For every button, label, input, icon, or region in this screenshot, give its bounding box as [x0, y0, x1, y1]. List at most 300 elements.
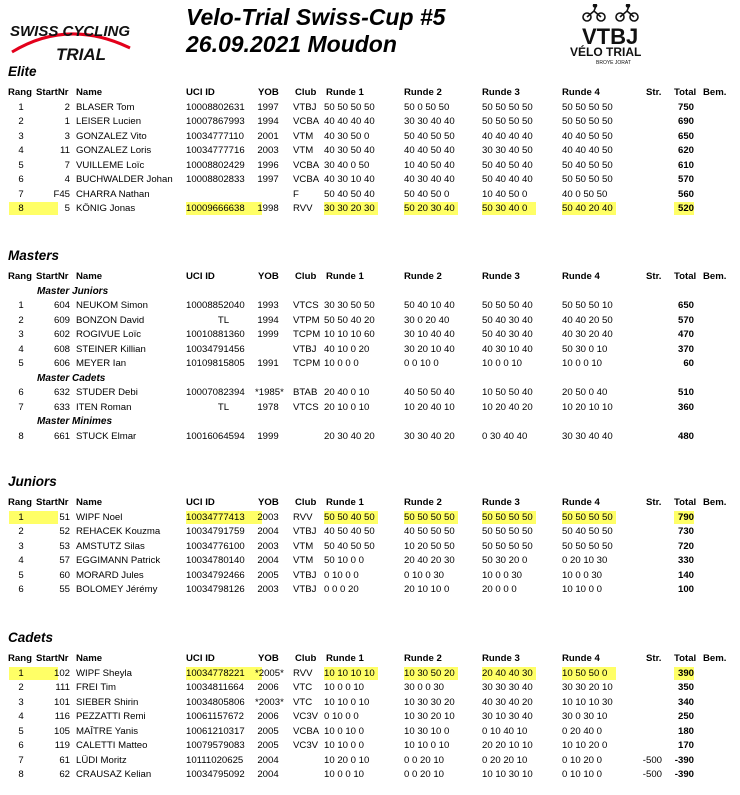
- cell-r4: 20 50 0 40: [562, 387, 608, 398]
- cell-total: 650: [677, 130, 694, 142]
- cell-club: VTM: [293, 130, 314, 142]
- cell-r3: 50 40 50 40: [482, 159, 533, 171]
- cell-r1: 50 50 40 50: [324, 511, 375, 523]
- cell-total: 620: [677, 145, 694, 156]
- cell-total: 690: [677, 116, 694, 127]
- cell-snr: 116: [54, 711, 70, 722]
- cell-club: RVV: [293, 203, 313, 214]
- cell-r1: 0 10 0 0: [324, 569, 359, 581]
- column-header-yob: YOB: [258, 653, 279, 664]
- cell-r3: 20 0 0 0: [482, 584, 517, 595]
- cell-club: VCBA: [293, 116, 320, 127]
- cell-r4: 10 20 10 10: [562, 401, 613, 413]
- section-title: Cadets: [8, 630, 54, 645]
- cell-r2: 40 50 50 40: [404, 387, 455, 398]
- table-row: [0, 725, 740, 738]
- cell-r2: 10 30 50 20: [404, 667, 455, 679]
- table-row: [0, 430, 740, 443]
- cell-uci: TL: [217, 314, 230, 326]
- cell-r3: 10 0 0 30: [482, 569, 523, 581]
- cell-r3: 40 30 10 40: [482, 343, 533, 355]
- cell-r2: 10 20 40 10: [404, 401, 455, 413]
- cell-r4: 40 40 40 50: [562, 145, 613, 156]
- cell-total: 480: [677, 430, 694, 442]
- cell-total: 60: [683, 358, 694, 369]
- cell-snr: 60: [59, 569, 70, 581]
- cell-yob: 2006: [257, 711, 279, 722]
- cell-name: NEUKOM Simon: [76, 300, 148, 311]
- column-header-rang: Rang: [8, 271, 32, 282]
- cell-r4: 50 50 50 50: [562, 101, 613, 113]
- cell-club: VTC: [293, 682, 313, 693]
- cell-r3: 50 40 30 40: [482, 314, 533, 326]
- cell-r4: 0 20 10 30: [562, 555, 608, 566]
- cell-yob: 2005: [257, 569, 279, 581]
- cell-r2: 40 50 50 50: [404, 526, 455, 537]
- cell-total: 370: [677, 343, 694, 355]
- cell-rang: 6: [18, 174, 24, 185]
- table-row: [0, 159, 740, 172]
- column-header-club: Club: [295, 653, 317, 664]
- cell-snr: 3: [64, 130, 70, 142]
- cell-snr: 57: [59, 555, 70, 566]
- cell-uci: 10007082394: [186, 387, 245, 398]
- section-title: Masters: [8, 248, 60, 263]
- cell-rang: 3: [18, 329, 24, 340]
- cell-r3: 20 40 40 30: [482, 667, 533, 679]
- swiss-cycling-trial-logo: [8, 8, 133, 62]
- cell-total: 570: [677, 314, 694, 326]
- cell-r3: 40 40 40 40: [482, 130, 533, 142]
- cell-name: CHARRA Nathan: [76, 188, 150, 200]
- cell-total: 180: [677, 725, 694, 737]
- cell-rang: 7: [18, 188, 24, 200]
- cell-club: VTM: [293, 540, 314, 552]
- cell-name: BONZON David: [76, 314, 145, 326]
- cell-yob: 2004: [257, 769, 279, 780]
- cell-yob: 1993: [257, 300, 279, 311]
- column-header-bem: Bem.: [703, 271, 727, 282]
- cell-rang: 7: [18, 754, 24, 766]
- cell-r1: 50 40 50 50: [324, 540, 375, 552]
- column-header-r1: Runde 1: [326, 653, 364, 664]
- column-header-club: Club: [295, 497, 317, 508]
- cell-yob: 2005: [257, 740, 279, 751]
- group-title: Master Cadets: [37, 372, 106, 384]
- column-header-r2: Runde 2: [404, 653, 442, 664]
- cell-rang: 6: [18, 387, 24, 398]
- cell-uci: 10034777413: [186, 511, 245, 523]
- cell-r1: 0 10 0 0: [324, 711, 359, 722]
- cell-r3: 50 30 40 0: [482, 203, 528, 214]
- cell-r1: 10 0 0 10: [324, 769, 365, 780]
- cell-uci: 10034795092: [186, 769, 245, 780]
- cell-r2: 30 30 40 40: [404, 116, 455, 127]
- cell-r4: 50 50 50 50: [562, 116, 613, 127]
- cell-rang: 4: [18, 555, 24, 566]
- cell-rang: 8: [18, 203, 24, 214]
- cell-r4: 10 50 50 0: [562, 667, 608, 679]
- cell-club: TCPM: [293, 329, 321, 340]
- cell-total: 720: [677, 540, 694, 552]
- table-row: [0, 569, 740, 582]
- cell-club: VTM: [293, 555, 314, 566]
- cell-snr: 5: [64, 203, 70, 214]
- cell-club: RVV: [293, 667, 313, 679]
- cell-yob: *1985*: [255, 387, 284, 398]
- bike-rider-icon-2: [616, 4, 638, 21]
- cell-snr: 101: [53, 696, 70, 708]
- cell-uci: 10008802833: [186, 174, 245, 185]
- cell-r3: 50 40 30 40: [482, 329, 533, 340]
- table-row: [0, 202, 740, 215]
- cell-r2: 50 40 50 0: [404, 188, 450, 200]
- cell-r1: 20 10 0 10: [324, 401, 370, 413]
- cell-total: 330: [677, 555, 694, 566]
- cell-uci: 10034805806: [186, 696, 245, 708]
- cell-name: PEZZATTI Remi: [76, 711, 146, 722]
- cell-name: GONZALEZ Vito: [76, 130, 147, 142]
- cell-yob: 2003: [257, 540, 279, 552]
- cell-snr: 61: [59, 754, 70, 766]
- cell-snr: 119: [54, 740, 70, 751]
- cell-uci: 10034798126: [186, 584, 245, 595]
- cell-uci: 10008802631: [186, 101, 245, 113]
- cell-snr: 633: [53, 401, 70, 413]
- cell-r3: 50 50 50 40: [482, 300, 533, 311]
- cell-r1: 20 30 40 20: [324, 430, 375, 442]
- cell-snr: 632: [53, 387, 70, 398]
- cell-yob: 1994: [257, 314, 279, 326]
- cell-r2: 50 20 30 40: [404, 203, 455, 214]
- cell-r4: 10 10 10 30: [562, 696, 613, 708]
- cell-str: -500: [642, 754, 662, 766]
- cell-club: BTAB: [293, 387, 318, 398]
- cell-r2: 20 40 20 30: [404, 555, 455, 566]
- cell-rang: 2: [18, 314, 24, 326]
- cell-name: MAÎTRE Yanis: [76, 725, 139, 737]
- cell-snr: 4: [64, 174, 70, 185]
- column-header-name: Name: [76, 653, 103, 664]
- cell-total: 790: [677, 511, 694, 523]
- cell-r4: 50 40 50 50: [562, 526, 613, 537]
- cell-club: VCBA: [293, 174, 320, 185]
- cell-r1: 30 30 50 50: [324, 300, 375, 311]
- column-header-uci: UCI ID: [186, 271, 215, 282]
- cell-r3: 50 50 50 50: [482, 526, 533, 537]
- cell-rang: 5: [18, 159, 24, 171]
- cell-r3: 30 30 30 40: [482, 682, 533, 693]
- cell-yob: 1994: [257, 116, 279, 127]
- cell-uci: 10061210317: [186, 725, 245, 737]
- cell-name: STUDER Debi: [76, 387, 138, 398]
- column-header-row: [0, 270, 740, 283]
- cell-club: VTC: [293, 696, 313, 708]
- cell-snr: 661: [53, 430, 70, 442]
- cell-r1: 50 10 0 0: [324, 555, 365, 566]
- column-header-row: [0, 652, 740, 665]
- cell-r4: 10 0 0 30: [562, 569, 603, 581]
- cell-rang: 6: [18, 584, 24, 595]
- column-header-r3: Runde 3: [482, 87, 520, 98]
- cell-uci: 10061157672: [186, 711, 244, 722]
- cell-name: AMSTUTZ Silas: [76, 540, 145, 552]
- cell-r1: 40 50 40 50: [324, 526, 375, 537]
- cell-yob: 2001: [257, 130, 279, 142]
- cell-r4: 40 0 50 50: [562, 188, 608, 200]
- cell-r1: 10 10 10 60: [324, 329, 375, 340]
- cell-r1: 10 10 10 10: [324, 667, 375, 679]
- cell-r4: 10 0 0 10: [562, 358, 603, 369]
- cell-r1: 10 10 0 0: [324, 740, 365, 751]
- cell-r3: 40 30 40 20: [482, 696, 533, 708]
- column-header-str: Str.: [646, 653, 662, 664]
- table-row: [0, 739, 740, 752]
- cell-club: VTCS: [293, 401, 319, 413]
- cell-club: VTM: [293, 145, 314, 156]
- cell-r2: 50 50 50 50: [404, 511, 455, 523]
- table-row: [0, 188, 740, 201]
- cell-total: 100: [677, 584, 694, 595]
- cell-r4: 50 50 50 50: [562, 511, 613, 523]
- cell-rang: 5: [18, 358, 24, 369]
- table-row: [0, 328, 740, 341]
- cell-r3: 10 20 40 20: [482, 401, 533, 413]
- cell-r2: 50 40 10 40: [404, 300, 455, 311]
- cell-name: FREI Tim: [76, 682, 116, 693]
- cell-snr: 2: [64, 101, 70, 113]
- cell-r4: 0 10 10 0: [562, 769, 603, 780]
- cell-name: KÖNIG Jonas: [76, 203, 136, 214]
- cell-uci: TL: [217, 401, 230, 413]
- cell-name: CRAUSAZ Kelian: [76, 769, 152, 780]
- cell-r1: 50 50 50 50: [324, 101, 375, 113]
- cell-r3: 50 40 40 40: [482, 174, 533, 185]
- cell-snr: 62: [59, 769, 70, 780]
- cell-r2: 10 20 50 50: [404, 540, 455, 552]
- cell-club: VTBJ: [293, 569, 317, 581]
- cell-r2: 0 0 20 10: [404, 769, 445, 780]
- cell-r1: 10 0 10 0: [324, 725, 365, 737]
- cell-total: 610: [677, 159, 694, 171]
- column-header-bem: Bem.: [703, 87, 727, 98]
- cell-r3: 50 50 50 50: [482, 116, 533, 127]
- cell-uci: 10034791759: [186, 526, 245, 537]
- cell-total: 750: [677, 101, 694, 113]
- cell-uci: 10111020625: [186, 754, 244, 766]
- cell-r2: 10 30 10 0: [404, 725, 450, 737]
- cell-club: VTBJ: [293, 584, 317, 595]
- table-row: [0, 115, 740, 128]
- cell-r2: 0 0 20 10: [404, 754, 445, 766]
- cell-name: REHACEK Kouzma: [76, 526, 161, 537]
- cell-name: WIPF Noel: [76, 511, 123, 523]
- cell-r1: 50 50 40 20: [324, 314, 375, 326]
- cell-uci: 10034791456: [186, 343, 245, 355]
- cell-r4: 40 40 50 50: [562, 130, 613, 142]
- cell-uci: 10034792466: [186, 569, 245, 581]
- cell-total: 340: [677, 696, 694, 708]
- cell-total: 470: [677, 329, 694, 340]
- cell-r1: 20 40 0 10: [324, 387, 370, 398]
- cell-r1: 40 40 40 40: [324, 116, 375, 127]
- column-header-r1: Runde 1: [326, 271, 364, 282]
- column-header-row: [0, 496, 740, 509]
- column-header-total: Total: [674, 271, 697, 282]
- table-row: [0, 101, 740, 114]
- cell-uci: 10034780140: [186, 555, 245, 566]
- cell-r3: 20 20 10 10: [482, 740, 533, 751]
- column-header-club: Club: [295, 87, 317, 98]
- column-header-r3: Runde 3: [482, 653, 520, 664]
- column-header-r4: Runde 4: [562, 271, 600, 282]
- cell-total: -390: [674, 769, 694, 780]
- column-header-r4: Runde 4: [562, 497, 600, 508]
- cell-r3: 10 40 50 0: [482, 188, 528, 200]
- column-header-yob: YOB: [258, 87, 279, 98]
- cell-r2: 40 30 40 40: [404, 174, 455, 185]
- column-header-str: Str.: [646, 271, 662, 282]
- cell-r3: 50 30 20 0: [482, 555, 528, 566]
- cell-r1: 10 0 0 0: [324, 358, 359, 369]
- cell-uci: 10034777716: [186, 145, 245, 156]
- cell-yob: *2005*: [255, 667, 284, 679]
- column-header-total: Total: [674, 87, 697, 98]
- cell-rang: 6: [18, 740, 24, 751]
- cell-snr: 11: [60, 145, 70, 156]
- cell-yob: 1997: [257, 174, 279, 185]
- column-header-rang: Rang: [8, 87, 32, 98]
- column-header-name: Name: [76, 87, 103, 98]
- cell-yob: 1991: [257, 358, 279, 369]
- cell-total: 650: [677, 300, 694, 311]
- cell-r3: 50 50 50 50: [482, 101, 533, 113]
- cell-name: LEISER Lucien: [76, 116, 142, 127]
- cell-snr: 53: [59, 540, 70, 552]
- cell-rang: 4: [18, 711, 24, 722]
- group-title: Master Juniors: [37, 285, 109, 297]
- table-row: [0, 511, 740, 524]
- cell-r4: 40 30 20 40: [562, 329, 613, 340]
- column-header-startnr: StartNr: [36, 653, 69, 664]
- logo-right-mid-text: VÉLO TRIAL: [570, 45, 642, 59]
- table-row: [0, 554, 740, 567]
- cell-r2: 30 0 0 30: [404, 682, 445, 693]
- cell-rang: 1: [18, 511, 24, 523]
- cell-name: MORARD Jules: [76, 569, 144, 581]
- cell-total: 520: [677, 203, 694, 214]
- column-header-club: Club: [295, 271, 317, 282]
- cell-club: VTBJ: [293, 101, 317, 113]
- cell-r2: 50 40 50 50: [404, 130, 455, 142]
- table-row: [0, 343, 740, 356]
- cell-r4: 50 50 50 50: [562, 540, 613, 552]
- cell-club: F: [293, 188, 299, 200]
- cell-total: 350: [677, 682, 694, 693]
- cell-r1: 40 30 50 0: [324, 130, 370, 142]
- cell-yob: *2003*: [255, 696, 284, 708]
- table-row: [0, 144, 740, 157]
- cell-r2: 30 0 20 40: [404, 314, 450, 326]
- cell-uci: 10008852040: [186, 300, 245, 311]
- cell-snr: 52: [59, 526, 70, 537]
- cell-uci: 10009666638: [186, 203, 245, 214]
- cell-rang: 1: [18, 101, 24, 113]
- cell-club: VTBJ: [293, 526, 317, 537]
- cell-uci: 10034811664: [186, 682, 244, 693]
- cell-r1: 30 40 0 50: [324, 159, 370, 171]
- page-title: [186, 4, 445, 58]
- cell-r2: 40 40 50 40: [404, 145, 455, 156]
- cell-r2: 10 30 30 20: [404, 696, 455, 708]
- cell-rang: 5: [18, 725, 24, 737]
- cell-snr: 608: [53, 343, 70, 355]
- cell-rang: 2: [18, 526, 24, 537]
- cell-name: BUCHWALDER Johan: [76, 174, 173, 185]
- cell-total: 250: [677, 711, 694, 722]
- column-header-uci: UCI ID: [186, 653, 215, 664]
- cell-name: STUCK Elmar: [76, 430, 137, 442]
- table-row: [0, 314, 740, 327]
- table-row: [0, 299, 740, 312]
- cell-club: TCPM: [293, 358, 321, 369]
- column-header-yob: YOB: [258, 497, 279, 508]
- vtbj-logo: [552, 4, 682, 66]
- cell-r4: 0 10 20 0: [562, 754, 603, 766]
- column-header-str: Str.: [646, 87, 662, 98]
- cell-r2: 20 10 10 0: [404, 584, 450, 595]
- cell-r4: 50 40 50 50: [562, 159, 613, 171]
- cell-r2: 30 10 40 40: [404, 329, 455, 340]
- table-row: [0, 357, 740, 370]
- cell-str: -500: [642, 769, 662, 780]
- cell-r3: 0 10 40 10: [482, 725, 528, 737]
- column-header-r4: Runde 4: [562, 653, 600, 664]
- table-row: [0, 768, 740, 781]
- cell-club: VCBA: [293, 725, 320, 737]
- cell-name: LÜDI Moritz: [76, 754, 127, 766]
- cell-snr: 604: [53, 300, 70, 311]
- cell-r2: 30 20 10 40: [404, 343, 455, 355]
- cell-name: VUILLEME Loïc: [76, 159, 145, 171]
- cell-rang: 3: [18, 130, 24, 142]
- cell-total: 560: [677, 188, 694, 200]
- column-header-total: Total: [674, 497, 697, 508]
- cell-snr: 105: [53, 725, 70, 737]
- cell-yob: 1998: [257, 203, 279, 214]
- cell-total: 390: [677, 667, 694, 679]
- cell-r4: 10 10 0 0: [562, 584, 603, 595]
- cell-r1: 10 20 0 10: [324, 754, 370, 766]
- cell-r3: 10 50 50 40: [482, 387, 533, 398]
- cell-rang: 5: [18, 569, 24, 581]
- cell-snr: 111: [55, 682, 70, 693]
- cell-r1: 10 10 0 10: [324, 696, 370, 708]
- cell-r4: 10 10 20 0: [562, 740, 608, 751]
- cell-yob: 2004: [257, 555, 279, 566]
- column-header-uci: UCI ID: [186, 497, 215, 508]
- cell-r3: 30 10 30 40: [482, 711, 533, 722]
- table-row: [0, 386, 740, 399]
- cell-uci: 10034778221: [186, 667, 245, 679]
- table-row: [0, 525, 740, 538]
- cell-rang: 4: [18, 145, 24, 156]
- cell-name: STEINER Killian: [76, 343, 146, 355]
- cell-rang: 2: [18, 116, 24, 127]
- cell-r4: 40 40 20 50: [562, 314, 613, 326]
- table-row: [0, 173, 740, 186]
- cell-yob: 1999: [257, 329, 279, 340]
